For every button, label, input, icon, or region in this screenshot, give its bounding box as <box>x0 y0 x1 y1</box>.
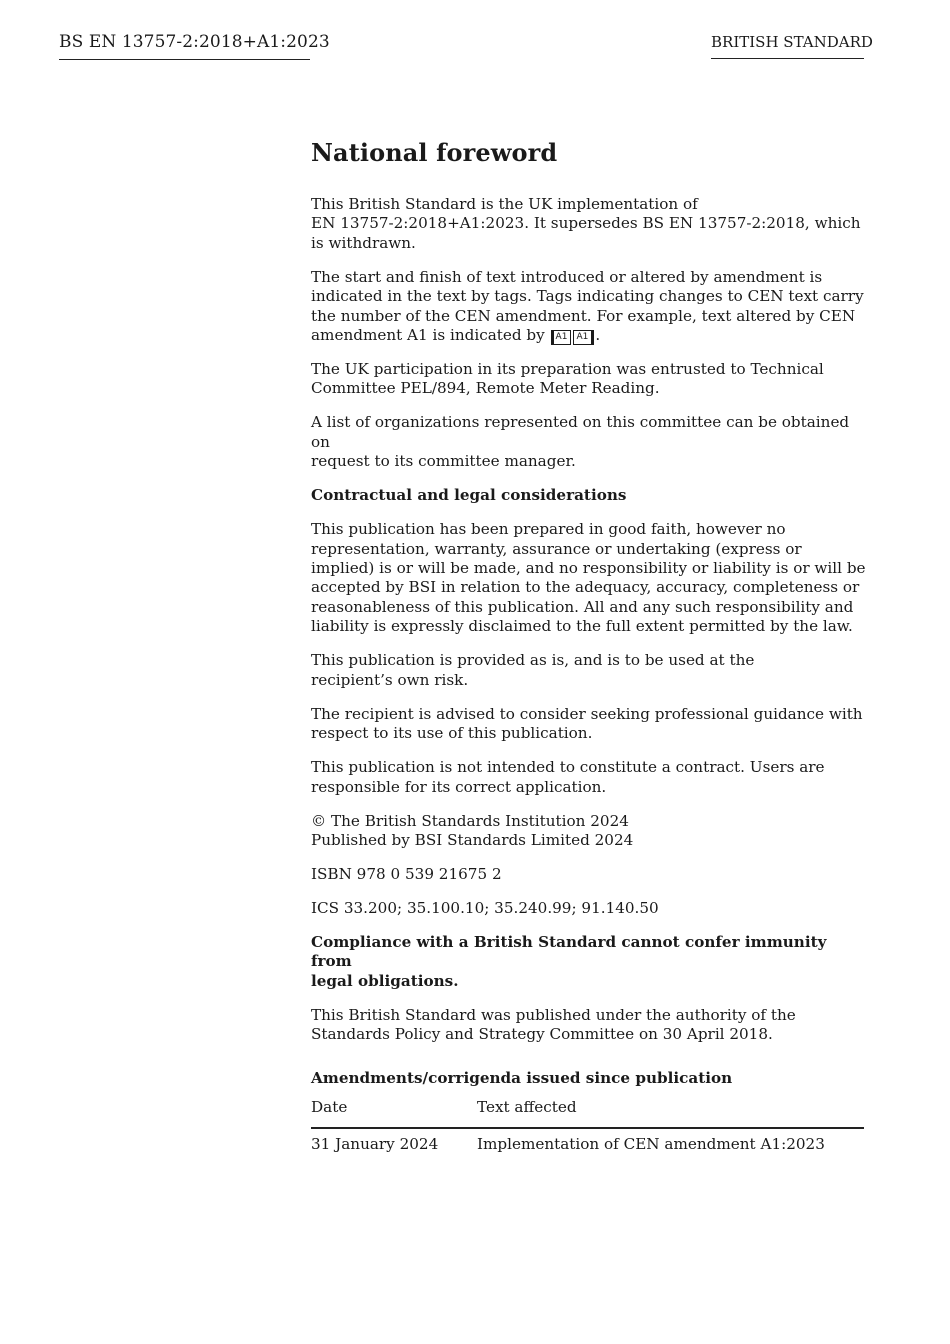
authority-line-2: Standards Policy and Strategy Committee on 30 April 2018. <box>311 1025 773 1044</box>
good-faith-paragraph <box>311 520 866 636</box>
own-risk-paragraph <box>311 651 866 690</box>
guidance-paragraph <box>311 705 866 744</box>
tags-line-4-text: amendment A1 is indicated by <box>311 326 545 345</box>
tags-line-1: The start and finish of text introduced or altered by amendment is <box>311 267 823 286</box>
tags-line-2: indicated in the text by tags. Tags indicating changes to CEN text carry <box>311 287 864 306</box>
contract-paragraph <box>311 758 866 797</box>
foreword-column <box>311 138 866 1155</box>
copyright-paragraph <box>311 812 866 851</box>
participation-line-2: Committee PEL/894, Remote Meter Reading. <box>311 379 660 398</box>
implementation-line-2: EN 13757-2:2018+A1:2023. It supersedes BS EN 13757-2:2018, which <box>311 214 861 233</box>
document-id: BS EN 13757-2:2018+A1:2023 <box>59 31 310 60</box>
organizations-paragraph <box>311 413 866 471</box>
legal-heading: Contractual and legal considerations <box>311 486 627 505</box>
table-row <box>311 1128 864 1154</box>
implementation-line-1: This British Standard is the UK implementation of <box>311 195 698 213</box>
amendments-heading: Amendments/corrigenda issued since publication <box>311 1068 733 1087</box>
series-label: BRITISH STANDARD <box>711 32 864 59</box>
tags-line-4 <box>311 326 866 345</box>
organizations-line-1: A list of organizations represented on this committee can be obtained on <box>311 413 850 451</box>
date-column-header: Date <box>311 1098 477 1128</box>
participation-line-1: The UK participation in its preparation was entrusted to Technical <box>311 360 824 379</box>
own-risk-line-1: This publication is provided as is, and is to be used at the <box>311 651 755 670</box>
good-faith-line-3: implied) is or will be made, and no responsibility or liability is or will be <box>311 559 866 578</box>
good-faith-line-4: accepted by BSI in relation to the adequacy, accuracy, completeness or <box>311 578 860 597</box>
amendments-table <box>311 1098 864 1155</box>
publisher-line: Published by BSI Standards Limited 2024 <box>311 830 634 849</box>
guidance-line-2: respect to its use of this publication. <box>311 724 593 743</box>
contract-line-2: responsible for its correct application. <box>311 777 607 796</box>
copyright-line: © The British Standards Institution 2024 <box>311 811 629 830</box>
amendment-tags-paragraph <box>311 268 866 346</box>
implementation-paragraph <box>311 195 866 253</box>
guidance-line-1: The recipient is advised to consider seeking professional guidance with <box>311 704 863 723</box>
text-affected-column-header: Text affected <box>477 1098 864 1128</box>
good-faith-line-6: liability is expressly disclaimed to the full extent permitted by the law. <box>311 617 853 636</box>
implementation-line-3: is withdrawn. <box>311 233 416 252</box>
authority-line-1: This British Standard was published under the authority of the <box>311 1005 796 1024</box>
contract-line-1: This publication is not intended to constitute a contract. Users are <box>311 758 825 777</box>
compliance-line-1: Compliance with a British Standard cannot confer immunity from <box>311 932 827 971</box>
ics-codes: ICS 33.200; 35.100.10; 35.240.99; 91.140.50 <box>311 898 659 917</box>
participation-paragraph <box>311 360 866 399</box>
page-title: National foreword <box>311 138 558 167</box>
compliance-notice <box>311 933 866 991</box>
amendments-header-row <box>311 1098 864 1128</box>
authority-paragraph <box>311 1006 866 1045</box>
organizations-line-2: request to its committee manager. <box>311 452 576 471</box>
good-faith-line-1: This publication has been prepared in good faith, however no <box>311 520 786 539</box>
tags-line-3: the number of the CEN amendment. For example, text altered by CEN <box>311 306 856 325</box>
good-faith-line-2: representation, warranty, assurance or undertaking (express or <box>311 539 802 558</box>
tags-line-4-end: . <box>595 326 601 345</box>
isbn: ISBN 978 0 539 21675 2 <box>311 864 502 883</box>
amendment-close-tag-icon: A1 <box>573 330 594 345</box>
good-faith-line-5: reasonableness of this publication. All and any such responsibility and <box>311 597 854 616</box>
amendment-text-affected: Implementation of CEN amendment A1:2023 <box>477 1135 825 1154</box>
amendment-open-tag-icon: A1 <box>551 330 572 345</box>
amendment-date: 31 January 2024 <box>311 1135 439 1154</box>
compliance-line-2: legal obligations. <box>311 971 459 990</box>
own-risk-line-2: recipient’s own risk. <box>311 670 469 689</box>
